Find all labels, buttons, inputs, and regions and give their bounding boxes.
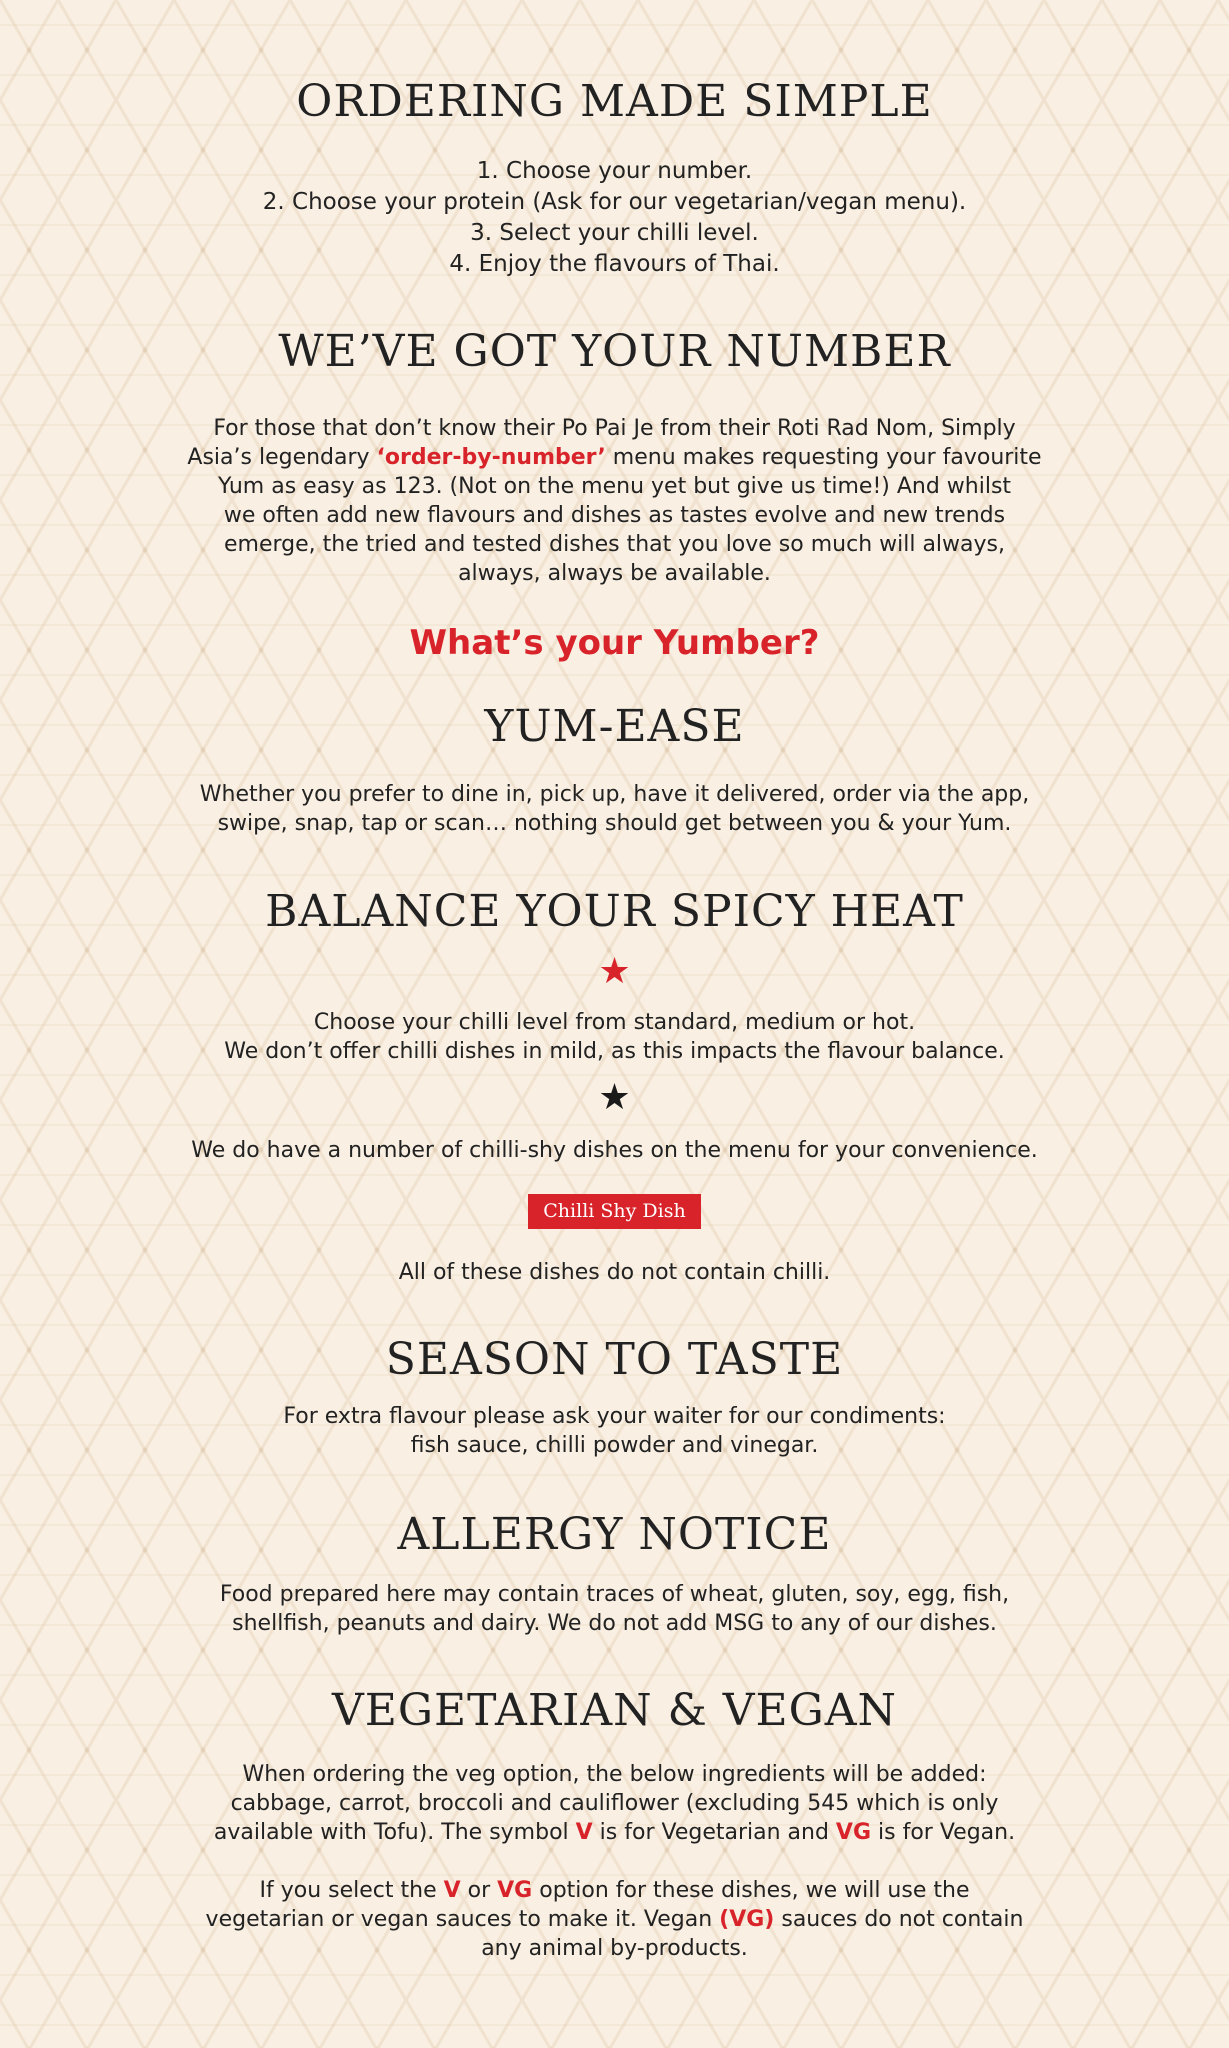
spicy-star-black-row [0, 1077, 1229, 1118]
number-heading: WE’VE GOT YOUR NUMBER [278, 326, 951, 377]
vegan-symbol-3: (VG) [719, 1907, 775, 1932]
season-line-2: fish sauce, chilli powder and vinegar. [410, 1433, 819, 1458]
red-star-icon: ★ [598, 951, 631, 992]
allergy-line-1: Food prepared here may contain traces of wheat, gluten, soy, egg, fish, [219, 1582, 1010, 1607]
veg-line-2: cabbage, carrot, broccoli and cauliflower (excluding 545 which is only [230, 1791, 999, 1816]
veg-line-3-a: available with Tofu). The symbol [213, 1820, 576, 1845]
ordering-step-2: 2. Choose your protein (Ask for our vegetarian/vegan menu). [262, 189, 967, 215]
number-line-1: For those that don’t know their Po Pai Je from their Roti Rad Nom, Simply [213, 416, 1016, 441]
ordering-section [0, 76, 1229, 127]
season-line-1: For extra flavour please ask your waiter for our condiments: [283, 1404, 946, 1429]
veg-line-4-a: If you select the [259, 1878, 444, 1903]
chilli-shy-badge: Chilli Shy Dish [528, 1194, 700, 1229]
ordering-step-4: 4. Enjoy the flavours of Thai. [449, 251, 780, 277]
order-by-number-highlight: ‘order-by-number’ [376, 445, 606, 470]
season-heading: SEASON TO TASTE [385, 1334, 844, 1385]
allergy-section [0, 1509, 1229, 1560]
black-star-icon: ★ [598, 1077, 631, 1118]
veg-line-6: any animal by-products. [481, 1936, 748, 1961]
spicy-body [0, 1008, 1229, 1066]
spicy-line-4: All of these dishes do not contain chilli. [398, 1260, 831, 1285]
vegetarian-symbol-2: V [443, 1878, 461, 1903]
spicy-star-red-row [0, 951, 1229, 992]
allergy-heading: ALLERGY NOTICE [397, 1509, 832, 1560]
allergy-line-2: shellfish, peanuts and dairy. We do not add MSG to any of our dishes. [232, 1611, 997, 1636]
veg-line-4-b: or [460, 1878, 498, 1903]
spicy-badge-note [0, 1258, 1229, 1287]
number-line-2-start: Asia’s legendary [187, 445, 377, 470]
ordering-step-1: 1. Choose your number. [476, 158, 753, 184]
veg-line-5 [0, 1905, 1229, 1934]
veg-body [0, 1760, 1229, 1847]
yum-ease-line-1: Whether you prefer to dine in, pick up, have it delivered, order via the app, [199, 782, 1030, 807]
ordering-step-3: 3. Select your chilli level. [470, 220, 759, 246]
veg-line-4 [0, 1876, 1229, 1905]
spicy-line-1: Choose your chilli level from standard, medium or hot. [313, 1010, 916, 1035]
season-section [0, 1334, 1229, 1385]
yum-ease-section [0, 701, 1229, 752]
veg-heading: VEGETARIAN & VEGAN [331, 1685, 898, 1736]
vegan-symbol-2: VG [497, 1878, 533, 1903]
spicy-chilli-shy-note [0, 1136, 1229, 1165]
veg-line-5-a: vegetarian or vegan sauces to make it. Vegan [205, 1907, 720, 1932]
vegan-symbol: VG [835, 1820, 872, 1845]
veg-line-1: When ordering the veg option, the below ingredients will be added: [242, 1762, 987, 1787]
spicy-section [0, 886, 1229, 937]
veg-line-3-b: is for Vegetarian and [592, 1820, 836, 1845]
spicy-line-2: We don’t offer chilli dishes in mild, as this impacts the flavour balance. [224, 1039, 1005, 1064]
vegetarian-symbol: V [575, 1820, 593, 1845]
number-line-4: we often add new flavours and dishes as tastes evolve and new trends [223, 503, 1006, 528]
chilli-shy-badge-row [0, 1194, 1229, 1229]
spicy-heading: BALANCE YOUR SPICY HEAT [265, 886, 964, 937]
yum-ease-line-2: swipe, snap, tap or scan… nothing should get between you & your Yum. [217, 811, 1012, 836]
yumber-callout: What’s your Yumber? [409, 623, 820, 663]
veg-section [0, 1685, 1229, 1736]
allergy-body [0, 1580, 1229, 1638]
veg-body-2 [0, 1876, 1229, 1963]
ordering-heading: ORDERING MADE SIMPLE [296, 76, 933, 127]
yum-ease-body [0, 780, 1229, 838]
season-body [0, 1402, 1229, 1460]
number-line-5: emerge, the tried and tested dishes that you love so much will always, [223, 532, 1005, 557]
number-line-2 [0, 443, 1229, 472]
veg-line-5-b: sauces do not contain [774, 1907, 1024, 1932]
yumber-section [0, 623, 1229, 663]
number-body [0, 414, 1229, 588]
number-line-6: always, always be available. [458, 561, 771, 586]
veg-line-3 [0, 1818, 1229, 1847]
ordering-steps [0, 156, 1229, 280]
number-section [0, 326, 1229, 377]
veg-line-4-c: option for these dishes, we will use the [532, 1878, 970, 1903]
number-line-3: Yum as easy as 123. (Not on the menu yet but give us time!) And whilst [217, 474, 1012, 499]
yum-ease-heading: YUM-EASE [484, 701, 745, 752]
spicy-line-3: We do have a number of chilli-shy dishes on the menu for your convenience. [191, 1138, 1038, 1163]
number-line-2-end: menu makes requesting your favourite [605, 445, 1042, 470]
veg-line-3-c: is for Vegan. [871, 1820, 1016, 1845]
